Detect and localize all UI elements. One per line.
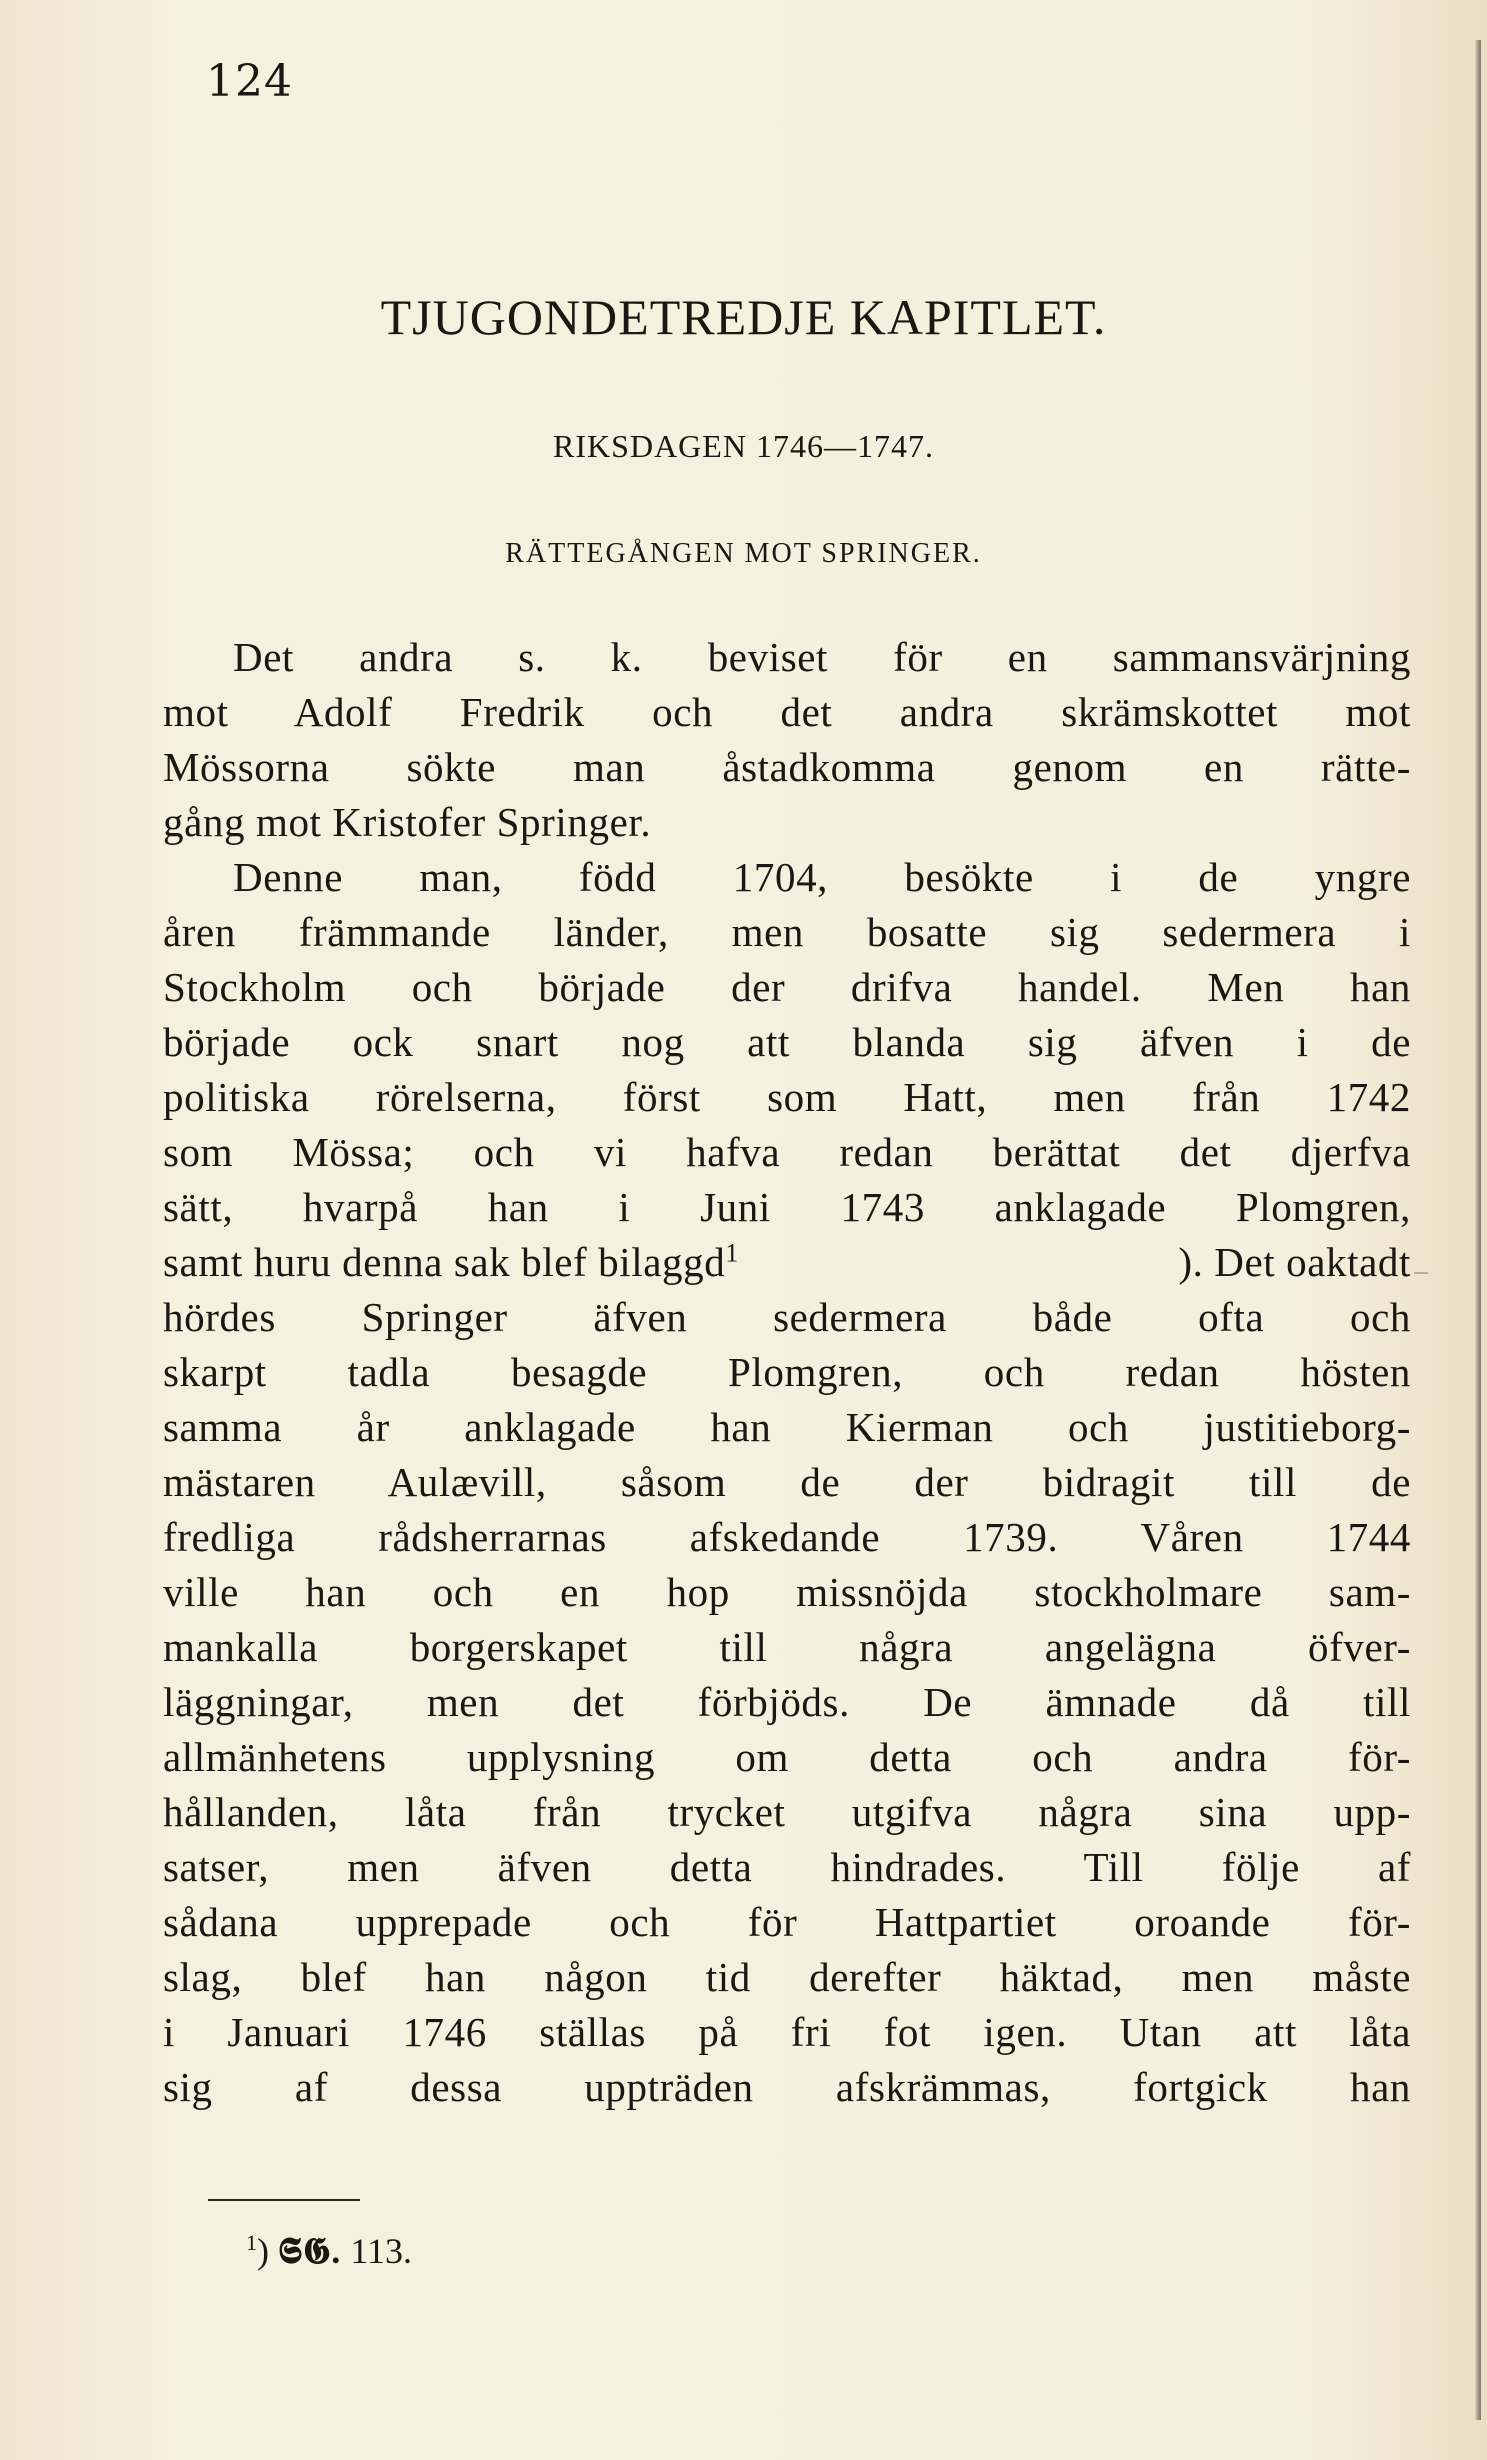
footnote-number: 1 [246,2230,257,2255]
text-line: satser, men äfven detta hindrades. Till följe af [163,1844,1411,1890]
text-line: politiska rörelserna, först som Hatt, men från 1742 [163,1074,1411,1120]
text-line: fredliga rådsherrarnas afskedande 1739. Våren 1744 [163,1514,1411,1560]
text-line: Stockholm och började der drifva handel. Men han [163,964,1411,1010]
footnote-page: 113. [350,2231,412,2271]
text-line: Denne man, född 1704, besökte i de yngre [233,854,1411,900]
text-line: mot Adolf Fredrik och det andra skrämskottet mot [163,689,1411,735]
text-line: Det andra s. k. beviset för en sammansvärjning [233,634,1411,680]
chapter-subtitle: RIKSDAGEN 1746—1747. [553,428,934,464]
text-line: mankalla borgerskapet till några angelägna öfver- [163,1624,1411,1670]
section-title: RÄTTEGÅNGEN MOT SPRINGER. [505,538,982,569]
footnote-rule [208,2199,360,2201]
text-line: gång mot Kristofer Springer. [163,799,652,845]
text-line: sätt, hvarpå han i Juni 1743 anklagade Plomgren, [163,1184,1411,1230]
text-line: hållanden, låta från trycket utgifva några sina upp- [163,1789,1411,1835]
text-line: åren främmande länder, men bosatte sig sedermera i [163,909,1411,955]
footnote-paren: ) [257,2231,269,2271]
text-line: i Januari 1746 ställas på fri fot igen. Utan att låta [163,2009,1411,2055]
text-line: började ock snart nog att blanda sig äfven i de [163,1019,1411,1065]
text-line: Mössorna sökte man åstadkomma genom en rätte- [163,744,1411,790]
text-line: läggningar, men det förbjöds. De ämnade då till [163,1679,1411,1725]
text-line: hördes Springer äfven sedermera både ofta och [163,1294,1411,1340]
footnote-marker: 1 [725,1238,739,1268]
text-line: slag, blef han någon tid derefter häktad, men måste [163,1954,1411,2000]
footnote [246,2230,412,2273]
page-edge-shadow [1475,40,1481,2420]
text-line: som Mössa; och vi hafva redan berättat det djerfva [163,1129,1411,1175]
text-line: allmänhetens upplysning om detta och andra för- [163,1734,1411,1780]
text-line-part: ). Det oaktadt [1178,1239,1411,1285]
text-line-part: samt huru denna sak blef bilaggd$^1$ [163,1238,739,1285]
text-line: sådana upprepade och för Hattpartiet oroande för- [163,1899,1411,1945]
text-line: ville han och en hop missnöjda stockholmare sam- [163,1569,1411,1615]
page-number: 124 [206,56,293,107]
body-text [163,630,1411,2115]
text-line: sig af dessa uppträden afskrämmas, fortgick han [163,2064,1411,2110]
footnote-source-abbrev: 𝕾𝕲. [278,2231,342,2271]
text-line: skarpt tadla besagde Plomgren, och redan hösten [163,1349,1411,1395]
margin-mark [1414,1272,1428,1274]
text-line-with-footnote [163,1235,1411,1290]
text-line: samma år anklagade han Kierman och justitieborg- [163,1404,1411,1450]
chapter-title: TJUGONDETREDJE KAPITLET. [380,289,1107,345]
text-line: mästaren Aulævill, såsom de der bidragit till de [163,1459,1411,1505]
